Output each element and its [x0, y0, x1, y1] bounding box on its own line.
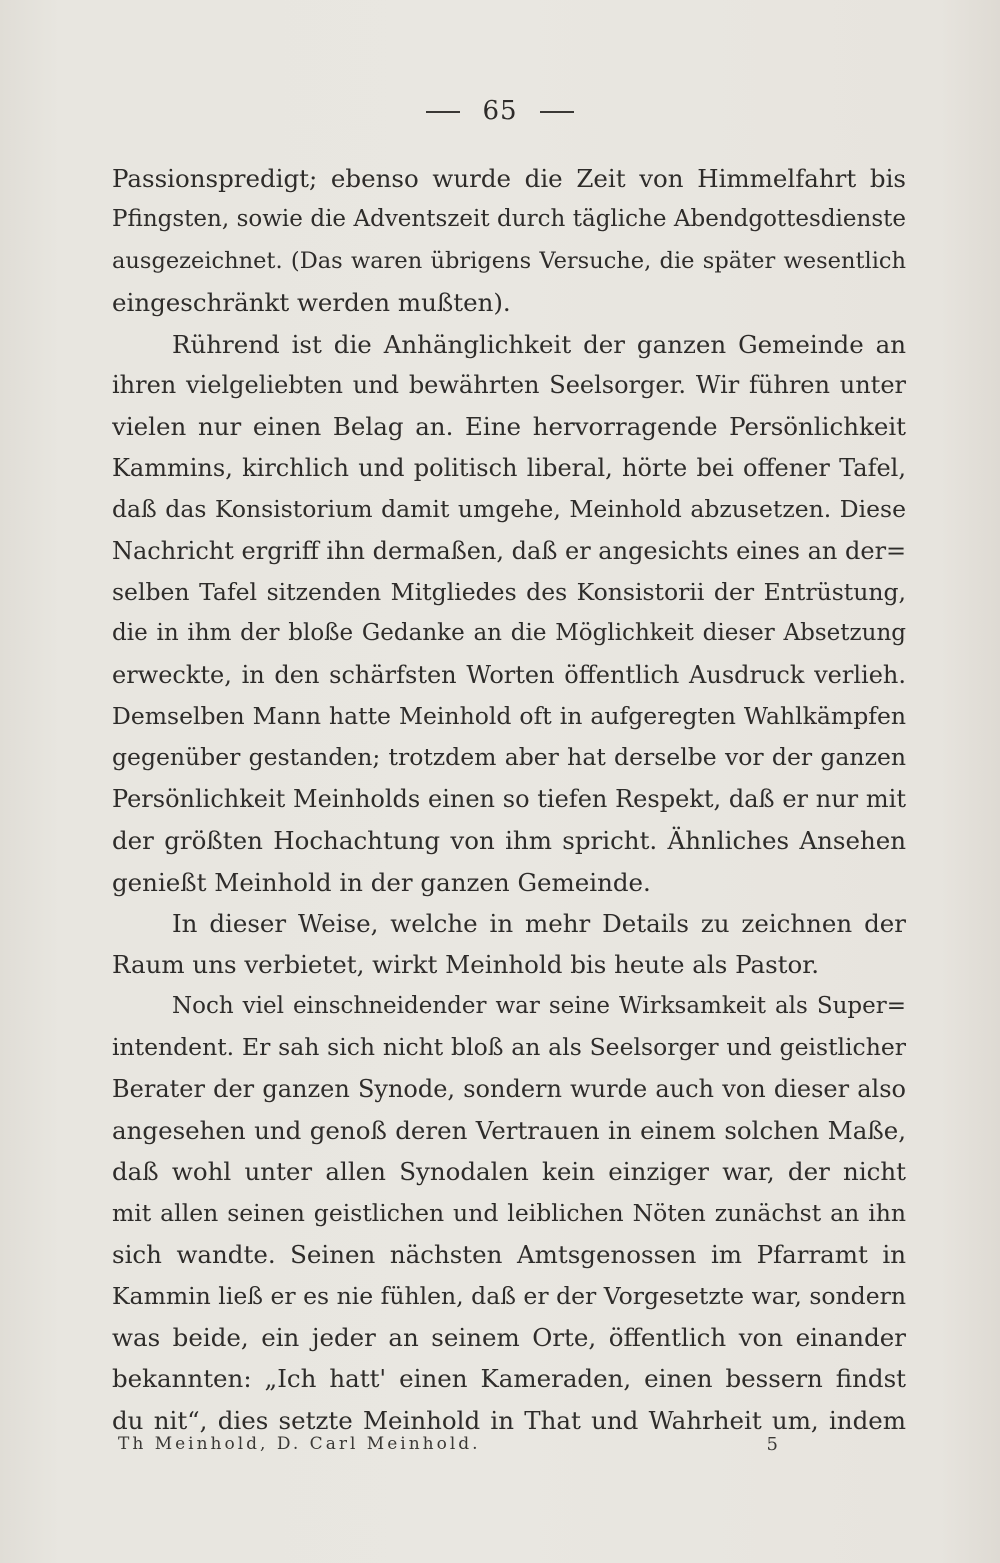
- text-line: daß das Konsistorium damit umgehe, Meinhold abzusetzen. Diese: [112, 495, 906, 524]
- text-line: gegenüber gestanden; trotzdem aber hat derselbe vor der ganzen: [112, 743, 906, 772]
- text-line: die in ihm der bloße Gedanke an die Möglichkeit dieser Absetzung: [112, 620, 906, 647]
- page-footer: [118, 1434, 778, 1454]
- text-line: was beide, ein jeder an seinem Orte, öffentlich von einander: [112, 1322, 906, 1352]
- header-dash-right: [540, 111, 574, 113]
- text-line: Persönlichkeit Meinholds einen so tiefen Respekt, daß er nur mit: [112, 784, 906, 813]
- text-line: genießt Meinhold in der ganzen Gemeinde.: [112, 867, 651, 897]
- text-line: daß wohl unter allen Synodalen kein einziger war, der nicht: [112, 1157, 906, 1187]
- header-dash-left: [426, 111, 460, 113]
- text-line: intendent. Er sah sich nicht bloß an als Seelsorger und geistlicher: [112, 1033, 906, 1062]
- text-line: bekannten: „Ich hatt' einen Kameraden, einen bessern findst: [112, 1364, 906, 1394]
- text-line: erweckte, in den schärfsten Worten öffentlich Ausdruck verlieh.: [112, 660, 906, 689]
- text-line: Pfingsten, sowie die Adventszeit durch tägliche Abendgottesdienste: [112, 206, 906, 233]
- page-header: [0, 96, 1000, 126]
- text-line: eingeschränkt werden mußten).: [112, 288, 511, 318]
- text-line: Demselben Mann hatte Meinhold oft in aufgeregten Wahlkämpfen: [112, 702, 906, 731]
- text-line: Berater der ganzen Synode, sondern wurde auch von dieser also: [112, 1074, 906, 1103]
- text-line: In dieser Weise, welche in mehr Details zu zeichnen der: [172, 909, 906, 939]
- text-line: Passionspredigt; ebenso wurde die Zeit von Himmelfahrt bis: [112, 164, 906, 193]
- text-line: angesehen und genoß deren Vertrauen in einem solchen Maße,: [112, 1115, 906, 1145]
- text-line: du nit“, dies setzte Meinhold in That und Wahrheit um, indem: [112, 1405, 906, 1435]
- text-line: ihren vielgeliebten und bewährten Seelsorger. Wir führen unter: [112, 370, 906, 399]
- text-line: Kammin ließ er es nie fühlen, daß er der Vorgesetzte war, sondern: [112, 1281, 906, 1310]
- body-text: [112, 158, 906, 1441]
- text-line: ausgezeichnet. (Das waren übrigens Versuche, die später wesentlich: [112, 247, 906, 274]
- text-line: selben Tafel sitzenden Mitgliedes des Konsistorii der Entrüstung,: [112, 577, 906, 606]
- text-line: Noch viel einschneidender war seine Wirksamkeit als Super=: [172, 992, 906, 1019]
- text-line: mit allen seinen geistlichen und leiblichen Nöten zunächst an ihn: [112, 1198, 906, 1227]
- signature-mark: 5: [766, 1434, 778, 1455]
- page-number: 65: [482, 96, 518, 126]
- footer-author-title: Th Meinhold, D. Carl Meinhold.: [118, 1434, 481, 1454]
- text-line: Rührend ist die Anhänglichkeit der ganzen Gemeinde an: [172, 329, 906, 359]
- text-line: der größten Hochachtung von ihm spricht. Ähnliches Ansehen: [112, 826, 906, 856]
- text-line: Raum uns verbietet, wirkt Meinhold bis heute als Pastor.: [112, 950, 820, 980]
- text-line: vielen nur einen Belag an. Eine hervorragende Persönlichkeit: [112, 412, 906, 442]
- text-line: Nachricht ergriff ihn dermaßen, daß er angesichts eines an der=: [112, 536, 906, 565]
- text-line: Kammins, kirchlich und politisch liberal, hörte bei offener Tafel,: [112, 453, 906, 482]
- text-line: sich wandte. Seinen nächsten Amtsgenossen im Pfarramt in: [112, 1240, 906, 1270]
